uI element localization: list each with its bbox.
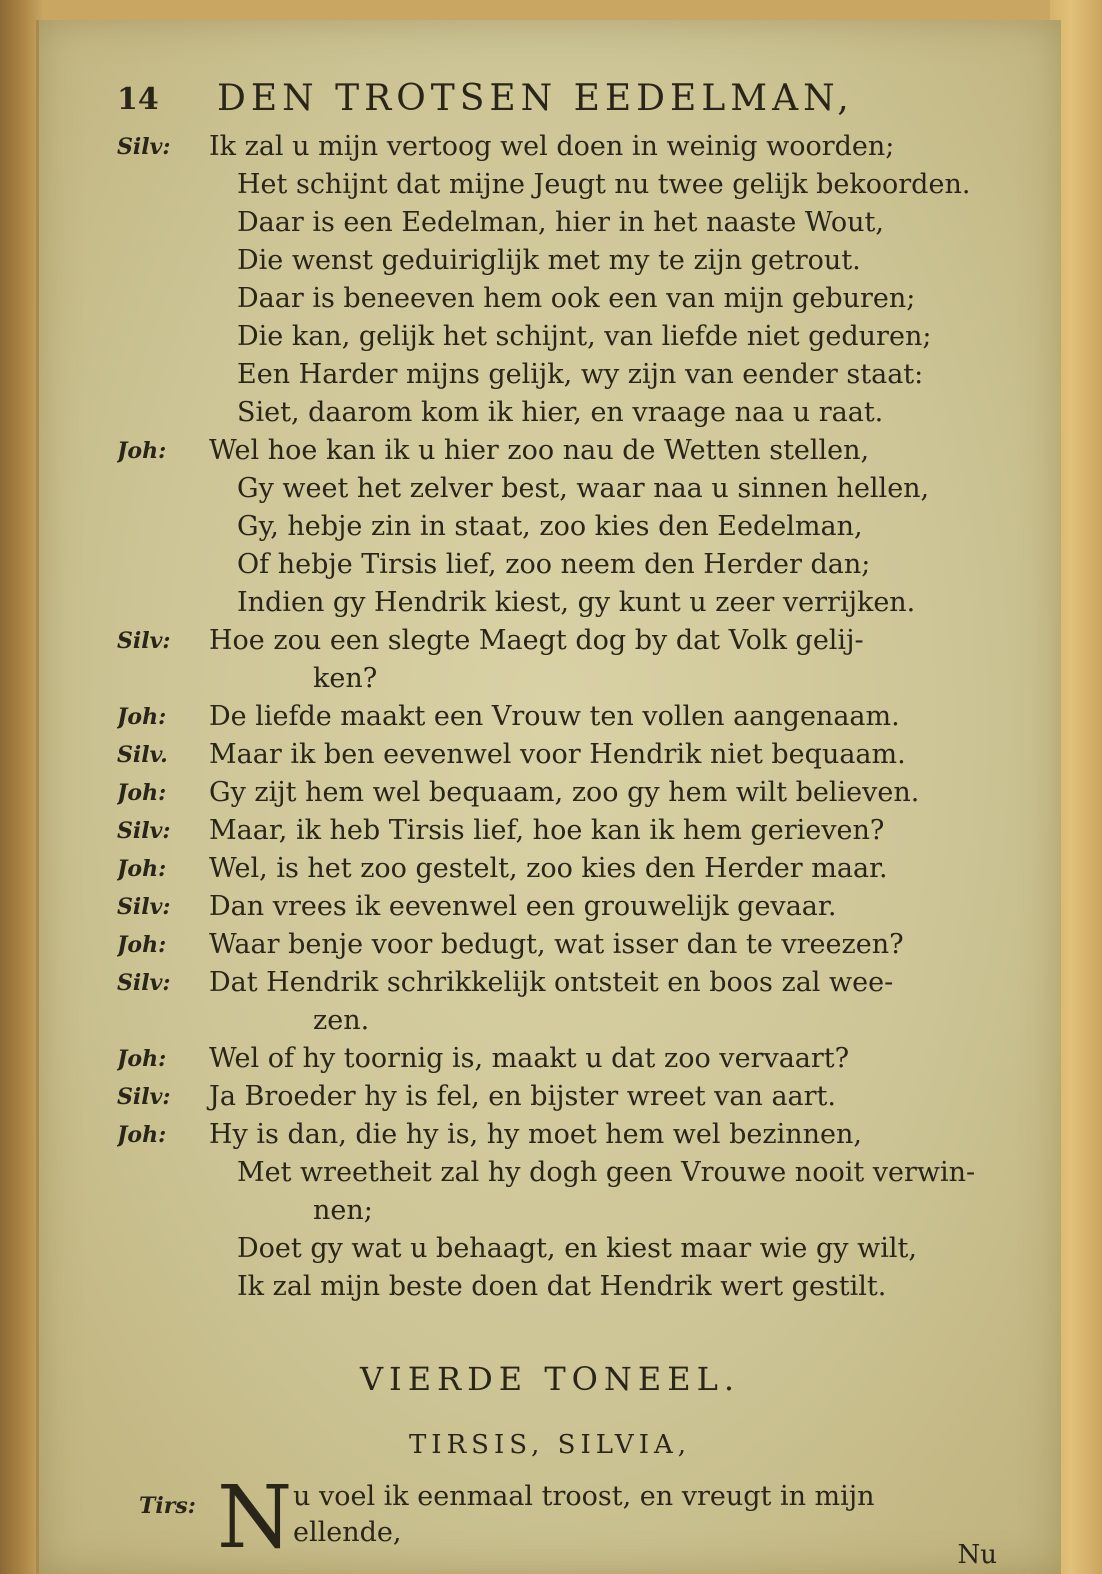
verse-line	[117, 1078, 1037, 1116]
verse-text: Die wenst geduiriglijk met my te zijn getrout.	[237, 245, 861, 276]
verse-text: Ik zal u mijn vertoog wel doen in weinig woorden;	[209, 131, 895, 162]
verse-line	[117, 546, 1037, 584]
speaker-label: Joh:	[117, 932, 167, 958]
verse-line	[117, 1116, 1037, 1154]
speaker-label: Joh:	[117, 704, 167, 730]
scene-opening	[117, 1468, 1037, 1570]
verse-text: Hoe zou een slegte Maegt dog by dat Volk gelij-	[209, 625, 864, 656]
speaker-label: Silv.	[117, 742, 168, 768]
verse-line	[117, 1040, 1037, 1078]
verse-text: Ja Broeder hy is fel, en bijster wreet van aart.	[209, 1081, 836, 1112]
speaker-label: Silv:	[117, 134, 171, 160]
verse-line	[117, 736, 1037, 774]
speaker-label: Tirs:	[139, 1493, 196, 1519]
verse-line: u voel ik eenmaal troost, en vreugt in mijn	[293, 1481, 875, 1512]
drop-cap: N	[217, 1468, 293, 1568]
verse-text: Gy, hebje zin in staat, zoo kies den Eedelman,	[237, 511, 863, 542]
scene-persons: TIRSIS, SILVIA,	[408, 1430, 692, 1460]
speaker-label: Joh:	[117, 438, 167, 464]
page-number: 14	[117, 82, 159, 117]
verse-text: zen.	[313, 1005, 370, 1036]
verse-line	[117, 1192, 1037, 1230]
verse-line	[117, 394, 1037, 432]
verse-line	[117, 698, 1037, 736]
verse-line	[117, 660, 1037, 698]
verse-line	[117, 850, 1037, 888]
verse-line	[117, 926, 1037, 964]
verse-text: Hy is dan, die hy is, hy moet hem wel bezinnen,	[209, 1119, 862, 1150]
verse-text: Daar is beneeven hem ook een van mijn geburen;	[237, 283, 916, 314]
verse-line	[117, 318, 1037, 356]
verse-text: Gy zijt hem wel bequaam, zoo gy hem wilt believen.	[209, 777, 920, 808]
verse-text: Een Harder mijns gelijk, wy zijn van eender staat:	[237, 359, 924, 390]
verse-text: Dat Hendrik schrikkelijk ontsteit en boos zal wee-	[209, 967, 894, 998]
verse-text: Het schijnt dat mijne Jeugt nu twee gelijk bekoorden.	[237, 169, 971, 200]
verse-line	[117, 1002, 1037, 1040]
speaker-label: Silv:	[117, 818, 171, 844]
verse-text: Daar is een Eedelman, hier in het naaste Wout,	[237, 207, 884, 238]
verse-text: Ik zal mijn beste doen dat Hendrik wert gestilt.	[237, 1271, 887, 1302]
speaker-label: Silv:	[117, 970, 171, 996]
verse-text: Dan vrees ik eevenwel een grouwelijk gevaar.	[209, 891, 837, 922]
speaker-label: Silv:	[117, 894, 171, 920]
verse-text: Waar benje voor bedugt, wat isser dan te vreezen?	[209, 929, 904, 960]
verse-line	[117, 128, 1037, 166]
verse-text: Of hebje Tirsis lief, zoo neem den Herder dan;	[237, 549, 871, 580]
speaker-label: Joh:	[117, 780, 167, 806]
verse-line	[117, 812, 1037, 850]
speaker-label: Joh:	[117, 856, 167, 882]
speaker-label: Joh:	[117, 1046, 167, 1072]
running-title: DEN TROTSEN EEDELMAN,	[217, 78, 854, 119]
verse-line	[117, 508, 1037, 546]
verse-text: De liefde maakt een Vrouw ten vollen aangenaam.	[209, 701, 900, 732]
speaker-label: Silv:	[117, 1084, 171, 1110]
verse-text: ken?	[313, 663, 378, 694]
book-page	[36, 20, 1061, 1574]
verse-text: nen;	[313, 1195, 373, 1226]
verse-text: Met wreetheit zal hy dogh geen Vrouwe nooit verwin-	[237, 1157, 976, 1188]
verse-line	[117, 242, 1037, 280]
verse-line	[117, 280, 1037, 318]
verse-line	[117, 964, 1037, 1002]
verse-line	[117, 166, 1037, 204]
speaker-label: Silv:	[117, 628, 171, 654]
verse-line	[117, 470, 1037, 508]
verse-text: Wel hoe kan ik u hier zoo nau de Wetten stellen,	[209, 435, 870, 466]
verse-line	[117, 622, 1037, 660]
verse-text: Siet, daarom kom ik hier, en vraage naa u raat.	[237, 397, 884, 428]
verse-line	[117, 774, 1037, 812]
verse-line	[117, 204, 1037, 242]
verse-text: Maar ik ben eevenwel voor Hendrik niet bequaam.	[209, 739, 906, 770]
verse-line	[117, 584, 1037, 622]
verse-line	[117, 432, 1037, 470]
verse-line: ellende,	[293, 1517, 402, 1548]
verse-text: Wel of hy toornig is, maakt u dat zoo vervaart?	[209, 1043, 850, 1074]
verse-text: Wel, is het zoo gestelt, zoo kies den Herder maar.	[209, 853, 888, 884]
verse-text: Gy weet het zelver best, waar naa u sinnen hellen,	[237, 473, 930, 504]
catchword: Nu	[957, 1540, 997, 1570]
verse-text: Indien gy Hendrik kiest, gy kunt u zeer verrijken.	[237, 587, 916, 618]
verse-line	[117, 356, 1037, 394]
verse-text: Doet gy wat u behaagt, en kiest maar wie gy wilt,	[237, 1233, 917, 1264]
page-header	[117, 70, 1017, 126]
verse-line	[117, 1230, 1037, 1268]
speaker-label: Joh:	[117, 1122, 167, 1148]
verse-line	[117, 888, 1037, 926]
scene-title: VIERDE TONEEL.	[359, 1360, 741, 1398]
verse-line	[117, 1268, 1037, 1306]
verse-line	[117, 1154, 1037, 1192]
verse-text: Die kan, gelijk het schijnt, van liefde niet geduren;	[237, 321, 932, 352]
verse-block	[117, 128, 1037, 1306]
verse-text: Maar, ik heb Tirsis lief, hoe kan ik hem gerieven?	[209, 815, 885, 846]
